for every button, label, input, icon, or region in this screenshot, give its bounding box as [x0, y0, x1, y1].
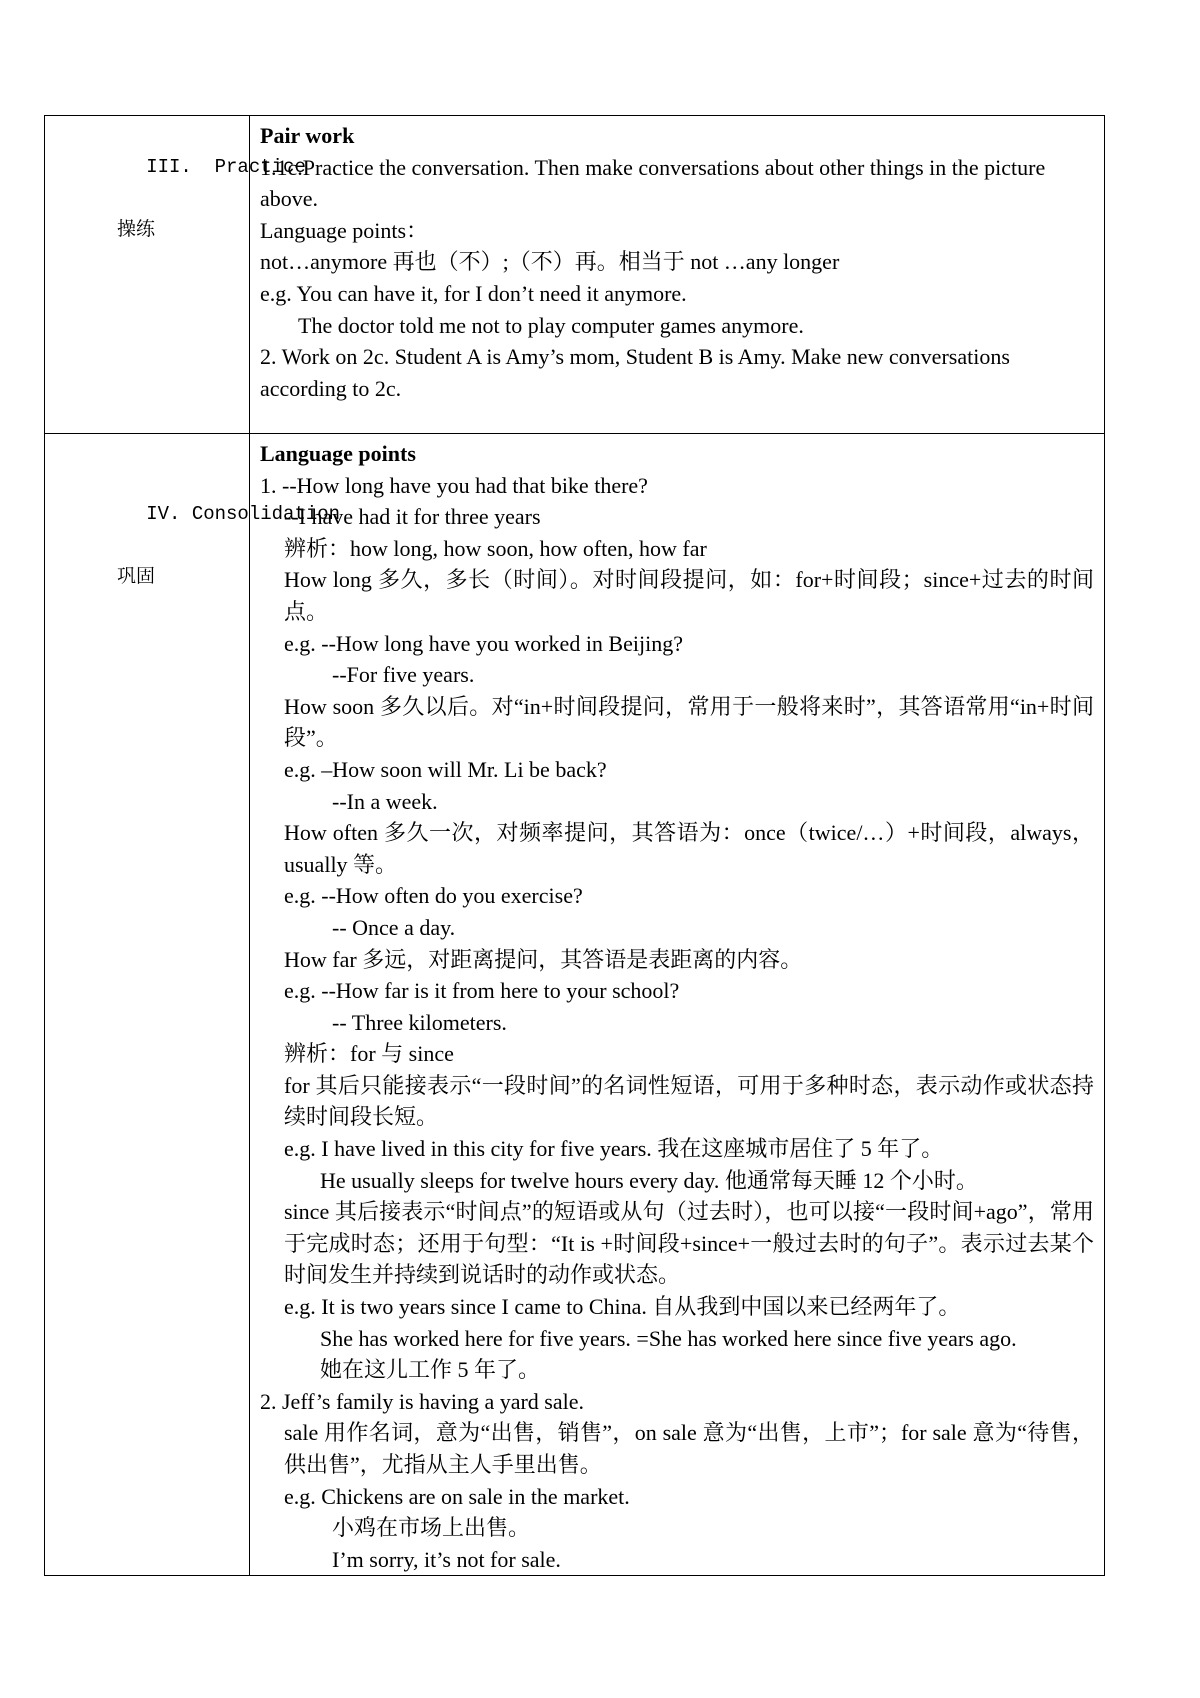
point-2-sentence: 2. Jeff’s family is having a yard sale. — [260, 1388, 585, 1414]
practice-item-2: 2. Work on 2c. Student A is Amy’s mom, Student B is Amy. Make new conversations according to 2c. — [260, 344, 1010, 401]
practice-label-cell — [45, 116, 306, 434]
since-example-1: e.g. It is two years since I came to China. 自从我到中国以来已经两年了。 — [284, 1294, 961, 1320]
consolidation-label-en: IV. Consolidation — [146, 503, 341, 525]
point-1-question: 1. --How long have you had that bike there? — [260, 472, 648, 498]
anymore-example-2: The doctor told me not to play computer games anymore. — [298, 312, 804, 338]
for-note: for 其后只能接表示“一段时间”的名词性短语，可用于多种时态，表示动作或状态持续时间段长短。 — [284, 1072, 1094, 1130]
anymore-note: not…anymore 再也（不）;（不）再。相当于 not …any longer — [260, 249, 840, 275]
sale-example-2: I’m sorry, it’s not for sale. — [332, 1546, 561, 1572]
since-example-2: She has worked here for five years. =She has worked here since five years ago. — [320, 1325, 1017, 1351]
how-soon-example-q: e.g. –How soon will Mr. Li be back? — [284, 756, 607, 782]
how-far-example-q: e.g. --How far is it from here to your school? — [284, 978, 680, 1004]
language-points-heading: Language points： — [260, 217, 429, 243]
how-long-example-q: e.g. --How long have you worked in Beijing? — [284, 630, 683, 656]
how-far-example-a: -- Three kilometers. — [332, 1009, 507, 1035]
how-often-note: How often 多久一次，对频率提问，其答语为：once（twice/…）+时间段，always，usually 等。 — [284, 820, 1094, 877]
sale-note: sale 用作名词，意为“出售，销售”，on sale 意为“出售，上市”；for sale 意为“待售，供出售”，尤指从主人手里出售。 — [284, 1420, 1094, 1477]
consolidation-content-cell — [250, 434, 1105, 1576]
for-example-2: He usually sleeps for twelve hours every day. 他通常每天睡 12 个小时。 — [320, 1167, 978, 1193]
consolidation-heading: Language points — [260, 441, 416, 466]
practice-label-en: III. Practice — [146, 156, 306, 178]
how-long-example-a: --For five years. — [332, 662, 475, 688]
point-1-answer: --I have had it for three years — [284, 504, 541, 530]
bianxi-for-since: 辨析：for 与 since — [284, 1041, 454, 1067]
for-example-1: e.g. I have lived in this city for five years. 我在这座城市居住了 5 年了。 — [284, 1136, 944, 1162]
bianxi-how-phrases: 辨析：how long, how soon, how often, how far — [284, 535, 707, 561]
practice-label-zh: 操练 — [117, 218, 156, 240]
since-example-2-zh: 她在这儿工作 5 年了。 — [320, 1357, 541, 1383]
practice-row — [45, 116, 1105, 434]
how-soon-example-a: --In a week. — [332, 788, 438, 814]
practice-content-cell — [250, 116, 1105, 434]
sale-example-1-zh: 小鸡在市场上出售。 — [332, 1515, 531, 1541]
since-note: since 其后接表示“时间点”的短语或从句（过去时），也可以接“一段时间+ago”，常用于完成时态；还用于句型：“It is +时间段+since+一般过去时的句子”。表示过去某个时间发生并持续到说话时的动作或状态。 — [284, 1199, 1094, 1288]
how-long-note: How long 多久，多长（时间）。对时间段提问，如：for+时间段；since+过去的时间点。 — [284, 567, 1094, 624]
consolidation-row — [45, 434, 1105, 1576]
lesson-table — [44, 115, 1105, 1576]
practice-item-1: 1.1c.Practice the conversation. Then make conversations about other things in the picture above. — [260, 154, 1046, 212]
how-soon-note: How soon 多久以后。对“in+时间段提问，常用于一般将来时”，其答语常用“in+时间段”。 — [284, 693, 1094, 751]
how-often-example-a: -- Once a day. — [332, 914, 456, 940]
how-far-note: How far 多远，对距离提问，其答语是表距离的内容。 — [284, 946, 803, 972]
consolidation-label-zh: 巩固 — [117, 565, 156, 587]
pair-work-heading: Pair work — [260, 123, 355, 148]
anymore-example-1: e.g. You can have it, for I don’t need it anymore. — [260, 280, 687, 306]
how-often-example-q: e.g. --How often do you exercise? — [284, 883, 583, 909]
sale-example-1: e.g. Chickens are on sale in the market. — [284, 1483, 630, 1509]
